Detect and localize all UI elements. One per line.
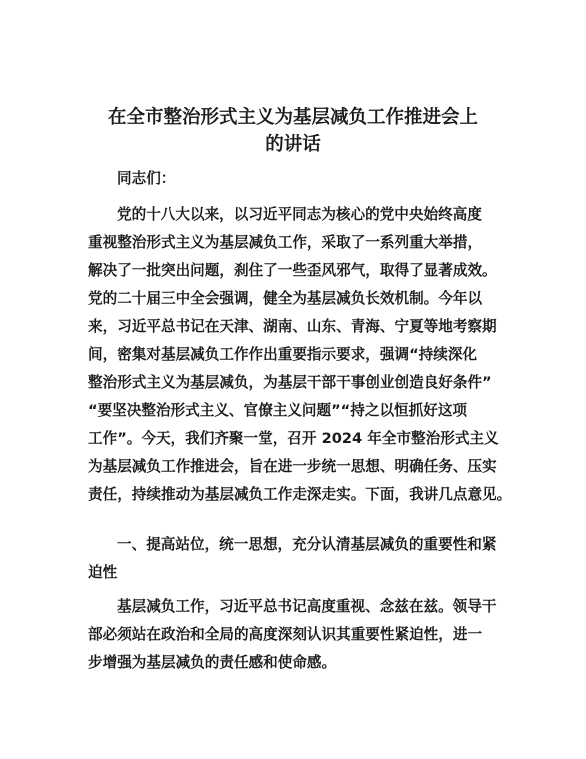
document-title-line-1: 在全市整治形式主义为基层减负工作推进会上 [107, 107, 478, 128]
intro-line: 为基层减负工作推进会，旨在进一步统一思想、明确任务、压实 [88, 458, 497, 475]
section-heading-line: 迫性 [88, 564, 118, 581]
intro-line: 责任，持续推动为基层减负工作走深走实。下面，我讲几点意见。 [88, 486, 512, 503]
salutation: 同志们： [117, 170, 176, 187]
intro-line: 重视整治形式主义为基层减负工作，采取了一系列重大举措， [88, 234, 483, 251]
document-title-line-2: 的讲话 [265, 134, 321, 155]
intro-line: 党的十八大以来，以习近平同志为核心的党中央始终高度 [117, 206, 482, 223]
intro-line: 党的二十届三中全会强调，健全为基层减负长效机制。今年以 [88, 290, 483, 307]
intro-line: 间，密集对基层减负工作作出重要指示要求，强调“持续深化 [88, 346, 478, 363]
intro-line: “要坚决整治形式主义、官僚主义问题”“持之以恒抓好这项 [88, 402, 468, 419]
section-body-line: 基层减负工作，习近平总书记高度重视、念兹在兹。领导干 [117, 598, 497, 615]
section-body-line: 步增强为基层减负的责任感和使命感。 [88, 654, 337, 671]
section-heading-line: 一、提高站位，统一思想，充分认清基层减负的重要性和紧 [117, 536, 497, 553]
intro-line: 来，习近平总书记在天津、湖南、山东、青海、宁夏等地考察期 [88, 318, 497, 335]
intro-line: 整治形式主义为基层减负，为基层干部干事创业创造良好条件” [88, 374, 492, 391]
intro-line: 解决了一批突出问题，刹住了一些歪风邪气，取得了显著成效。 [88, 262, 497, 279]
intro-line: 工作”。今天，我们齐聚一堂，召开 2024 年全市整治形式主义 [88, 430, 499, 447]
section-body-line: 部必须站在政治和全局的高度深刻认识其重要性紧迫性，进一 [88, 626, 483, 643]
